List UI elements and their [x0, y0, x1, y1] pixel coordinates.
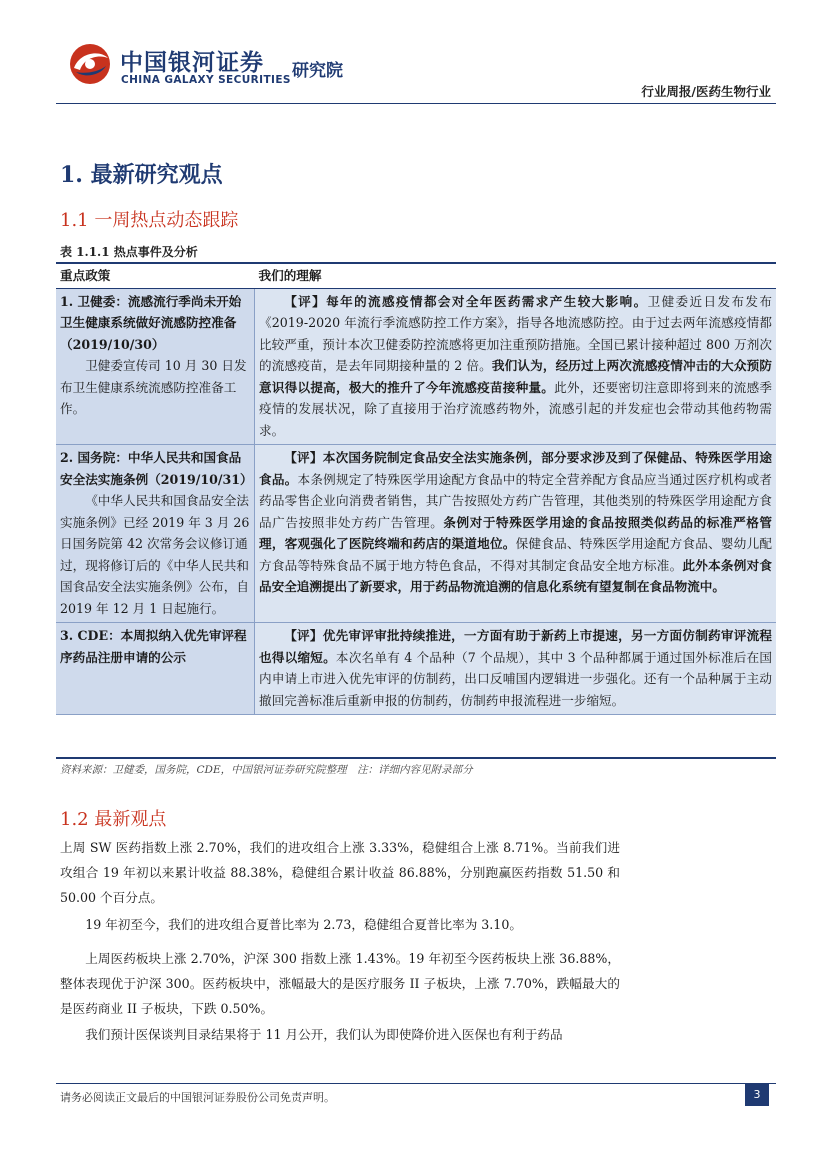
page-number: 3 — [745, 1084, 769, 1106]
policy-cell — [56, 445, 255, 623]
understanding-text: 保健食品、特殊医学用途配方食品、婴幼儿配方食品等特殊食品不属于地方特色食品，不得对其制定食品安全地方标准。 — [259, 536, 773, 573]
table-title: 表 1.1.1 热点事件及分析 — [60, 245, 198, 259]
header-divider — [56, 103, 776, 104]
understanding-text: 本条例规定了特殊医学用途配方食品中的特定全营养配方食品应当通过医疗机构或者药品零售企业向消费者销售，其广告按照处方药广告管理，其他类别的特殊医学用途配方食品广告按照非处方药广告管理。 — [259, 471, 773, 530]
understanding-highlight: 条例对于特殊医学用途的食品按照类似药品的标准严格管理，客观强化了医院终端和药店的渠道地位。 — [259, 514, 773, 551]
brand-name-en: CHINA GALAXY SECURITIES — [121, 74, 291, 86]
footer-divider — [56, 1083, 776, 1084]
table-header-policy: 重点政策 — [56, 263, 255, 288]
policy-title: 2. 国务院：中华人民共和国食品安全法实施条例（2019/10/31） — [60, 450, 253, 487]
understanding-highlight: 【评】每年的流感疫情都会对全年医药需求产生较大影响。 — [284, 293, 648, 309]
policy-title: 3. CDE：本周拟纳入优先审评程序药品注册申请的公示 — [60, 628, 247, 665]
hot-events-table — [56, 262, 776, 715]
understanding-cell — [255, 623, 777, 715]
table-bottom-rule — [56, 757, 776, 759]
table-row — [56, 623, 776, 715]
table-row — [56, 445, 776, 623]
policy-cell — [56, 288, 255, 445]
understanding-highlight: 此外本条例对食品安全追溯提出了新要求，用于药品物流追溯的信息化系统有望复制在食品物流中。 — [259, 557, 773, 594]
section-1-2-title: 1.2 最新观点 — [60, 809, 167, 830]
understanding-cell — [255, 445, 777, 623]
section-1-1-title: 1.1 一周热点动态跟踪 — [60, 210, 239, 231]
policy-cell — [56, 623, 255, 715]
understanding-cell — [255, 288, 777, 445]
institute-label: 研究院 — [292, 61, 343, 81]
paragraph-4: 我们预计医保谈判目录结果将于 11 月公开，我们认为即使降价进入医保也有利于药品 — [85, 1027, 563, 1042]
policy-body: 卫健委宣传司 10 月 30 日发布卫生健康系统流感防控准备工作。 — [60, 358, 247, 416]
understanding-text: 卫健委近日发布发布《2019-2020 年流行季流感防控工作方案》，指导各地流感防控。由于过去两年流感疫情都比较严重，预计本次卫健委防控流感将更加注重预防措施。全国已累计接种超过 800 万剂次的流感疫苗，是去年同期接种量的 2 倍。 — [259, 293, 773, 373]
footer-disclaimer: 请务必阅读正文最后的中国银河证券股份公司免责声明。 — [60, 1091, 335, 1104]
policy-title: 1. 卫健委：流感流行季尚未开始卫生健康系统做好流感防控准备（2019/10/30） — [60, 293, 242, 352]
galaxy-logo-icon — [68, 42, 112, 86]
section-1-title: 1. 最新研究观点 — [60, 162, 223, 188]
table-header-understanding: 我们的理解 — [255, 263, 777, 288]
understanding-highlight: 【评】本次国务院制定食品安全法实施条例，部分要求涉及到了保健品、特殊医学用途食品。 — [259, 450, 772, 487]
understanding-text: 本次名单有 4 个品种（7 个品规），其中 3 个品种都属于通过国外标准后在国内申请上市进入优先审评的仿制药，出口反哺国内逻辑进一步强化。还有一个品种属于主动撤回完善标准后重新申报的仿制药，仿制药申报流程进一步缩短。 — [259, 649, 772, 708]
paragraph-2: 19 年初至今，我们的进攻组合夏普比率为 2.73，稳健组合夏普比率为 3.10。 — [85, 917, 522, 932]
report-type: 行业周报/医药生物行业 — [641, 84, 771, 99]
paragraph-3: 上周医药板块上涨 2.70%，沪深 300 指数上涨 1.43%。19 年初至今医药板块上涨 36.88%，整体表现优于沪深 300。医药板块中，涨幅最大的是医疗服务 II 子板块，上涨 7.70%，跌幅最大的是医药商业 II 子板块，下跌 0.50%。 — [60, 951, 620, 1016]
table-source-note: 资料来源：卫健委，国务院，CDE，中国银河证券研究院整理 注：详细内容见附录部分 — [60, 764, 473, 776]
brand-name-cn: 中国银河证券 — [120, 50, 264, 76]
policy-body: 《中华人民共和国食品安全法实施条例》已经 2019 年 3 月 26 日国务院第 42 次常务会议修订通过，现将修订后的《中华人民共和国食品安全法实施条例》公布，自 2019 年 12 月 1 日起施行。 — [60, 493, 250, 616]
understanding-text: 此外，还要密切注意即将到来的流感季疫情的发展状况，除了直接用于治疗流感药物外，流感引起的并发症也会带动其他药物需求。 — [259, 379, 773, 438]
understanding-highlight: 【评】优先审评审批持续推进，一方面有助于新药上市提速，另一方面仿制药审评流程也得以缩短。 — [259, 628, 772, 665]
understanding-highlight: 我们认为，经历过上两次流感疫情冲击的大众预防意识得以提高，极大的推升了今年流感疫苗接种量。 — [259, 358, 772, 395]
paragraph-1: 上周 SW 医药指数上涨 2.70%，我们的进攻组合上涨 3.33%，稳健组合上涨 8.71%。当前我们进攻组合 19 年初以来累计收益 88.38%，稳健组合累计收益 86.88%，分别跑赢医药指数 51.50 和 50.00 个百分点。 — [60, 840, 620, 905]
table-row — [56, 288, 776, 445]
